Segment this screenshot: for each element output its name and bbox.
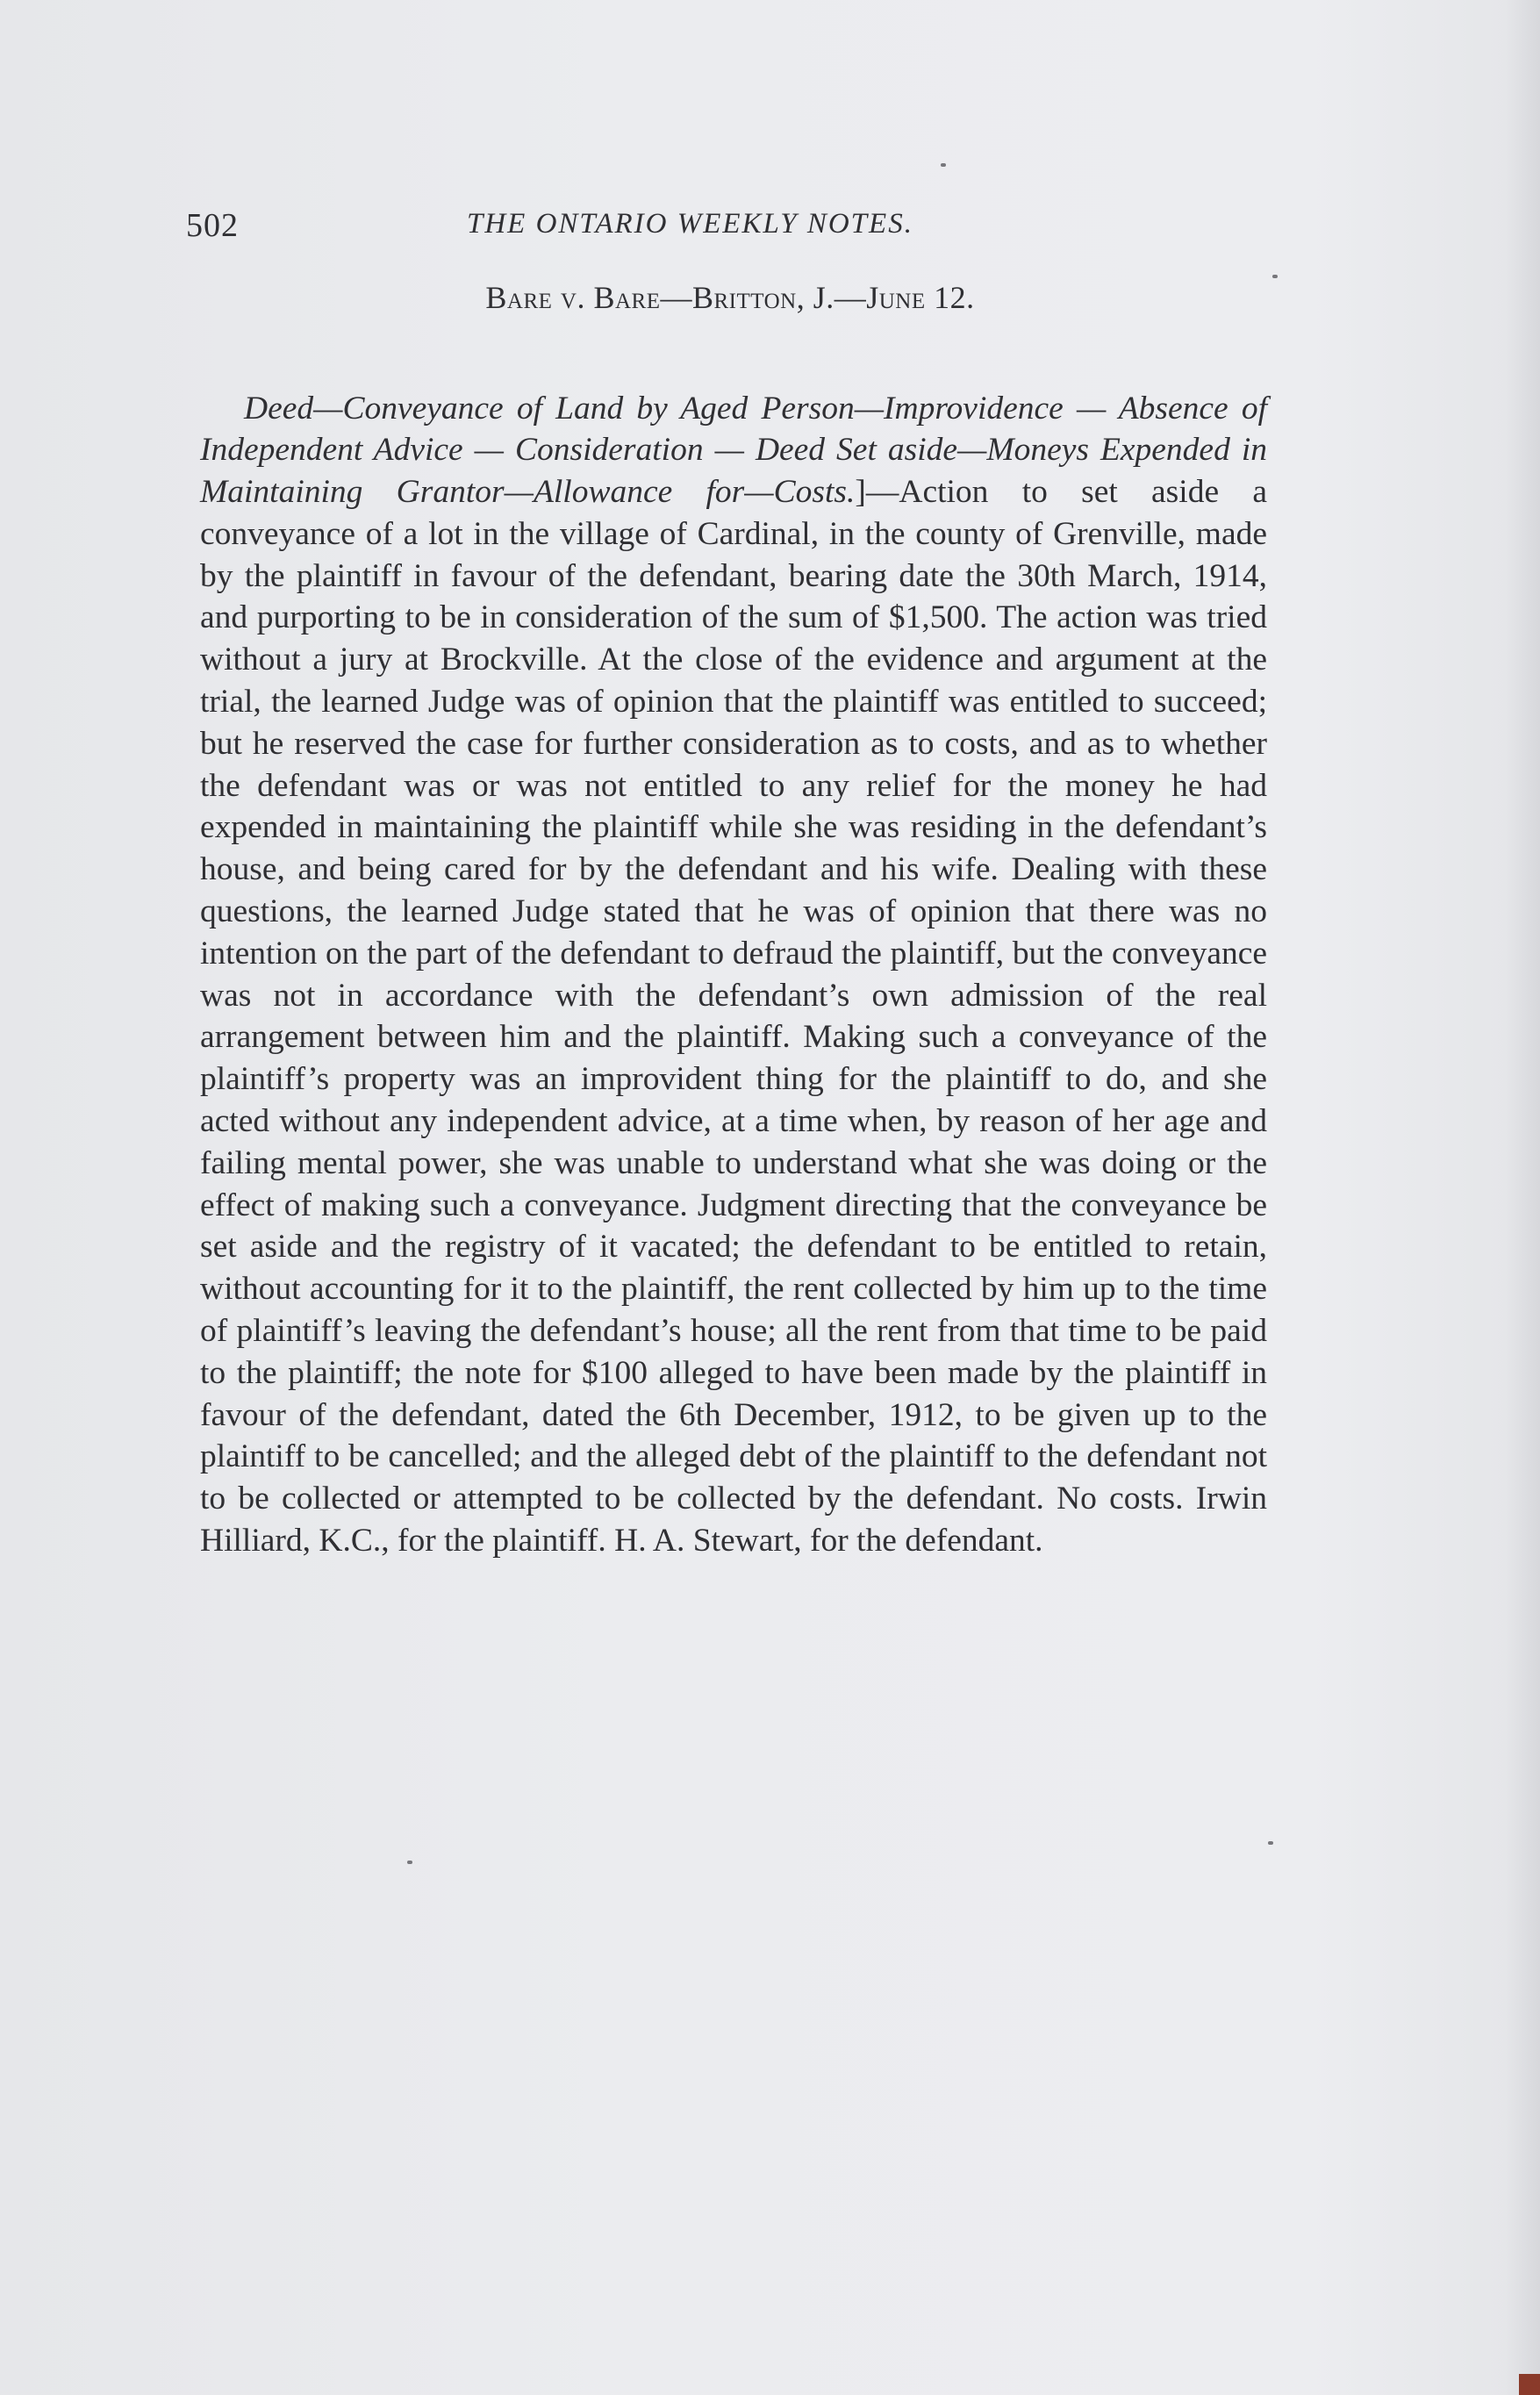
- page-corner-mark: [1519, 2374, 1540, 2395]
- case-summary: ]—Action to set aside a conveyance of a lot in the village of Cardinal, in the county of Grenville, made by the plaintiff in favour of the defendant, bearing date the 30th March, 1914, and purporting to be in consideration of the sum of $1,500. The action was tried without a jury at Brockville. At the close of the evidence and argument at the trial, the learned Judge was of opinion that the plaintiff was entitled to succeed; but he reserved the case for further consideration as to costs, and as to whether the defendant was or was not entitled to any relief for the money he had expended in maintaining the plaintiff while she was residing in the defendant’s house, and being cared for by the defendant and his wife. Dealing with these questions, the learned Judge stated that he was of opinion that there was no intention on the part of the defendant to defraud the plaintiff, but the conveyance was not in accordance with the defendant’s own admission of the real arrangement between him and the plaintiff. Making such a conveyance of the plaintiff’s property was an improvident thing for the plaintiff to do, and she acted without any independent advice, at a time when, by reason of her age and failing mental power, she was unable to understand what she was doing or the effect of making such a conveyance. Judgment directing that the conveyance be set aside and the registry of it vacated; the defendant to be entitled to retain, without accounting for it to the plaintiff, the rent collected by him up to the time of plaintiff’s leaving the defendant’s house; all the rent from that time to be paid to the plaintiff; the note for $100 alleged to have been made by the plaintiff in favour of the defendant, dated the 6th December, 1912, to be given up to the plaintiff to be cancelled; and the alleged debt of the plaintiff to the defendant not to be collected or attempted to be collected by the defendant. No costs. Irwin Hilliard, K.C., for the plaintiff. H. A. Stewart, for the defendant.: [200, 474, 1267, 1560]
- page-number: 502: [186, 207, 239, 244]
- print-speck: [1272, 275, 1278, 278]
- page-edge-shadow: [1505, 0, 1540, 2395]
- case-heading: Bare v. Bare—Britton, J.—June 12.: [485, 280, 975, 315]
- catchwords: Deed—Conveyance of Land by Aged Person—Improvidence — Absence of Independent Advice — Consideration — Deed Set aside—Moneys Expended in Maintaining Grantor—Allowance for—Costs.: [200, 390, 1267, 511]
- case-report: [200, 388, 1267, 1562]
- journal-title: THE ONTARIO WEEKLY NOTES.: [467, 208, 913, 240]
- running-head: [186, 206, 1274, 250]
- print-speck: [1268, 1841, 1273, 1845]
- print-speck: [407, 1861, 412, 1864]
- print-speck: [941, 163, 946, 167]
